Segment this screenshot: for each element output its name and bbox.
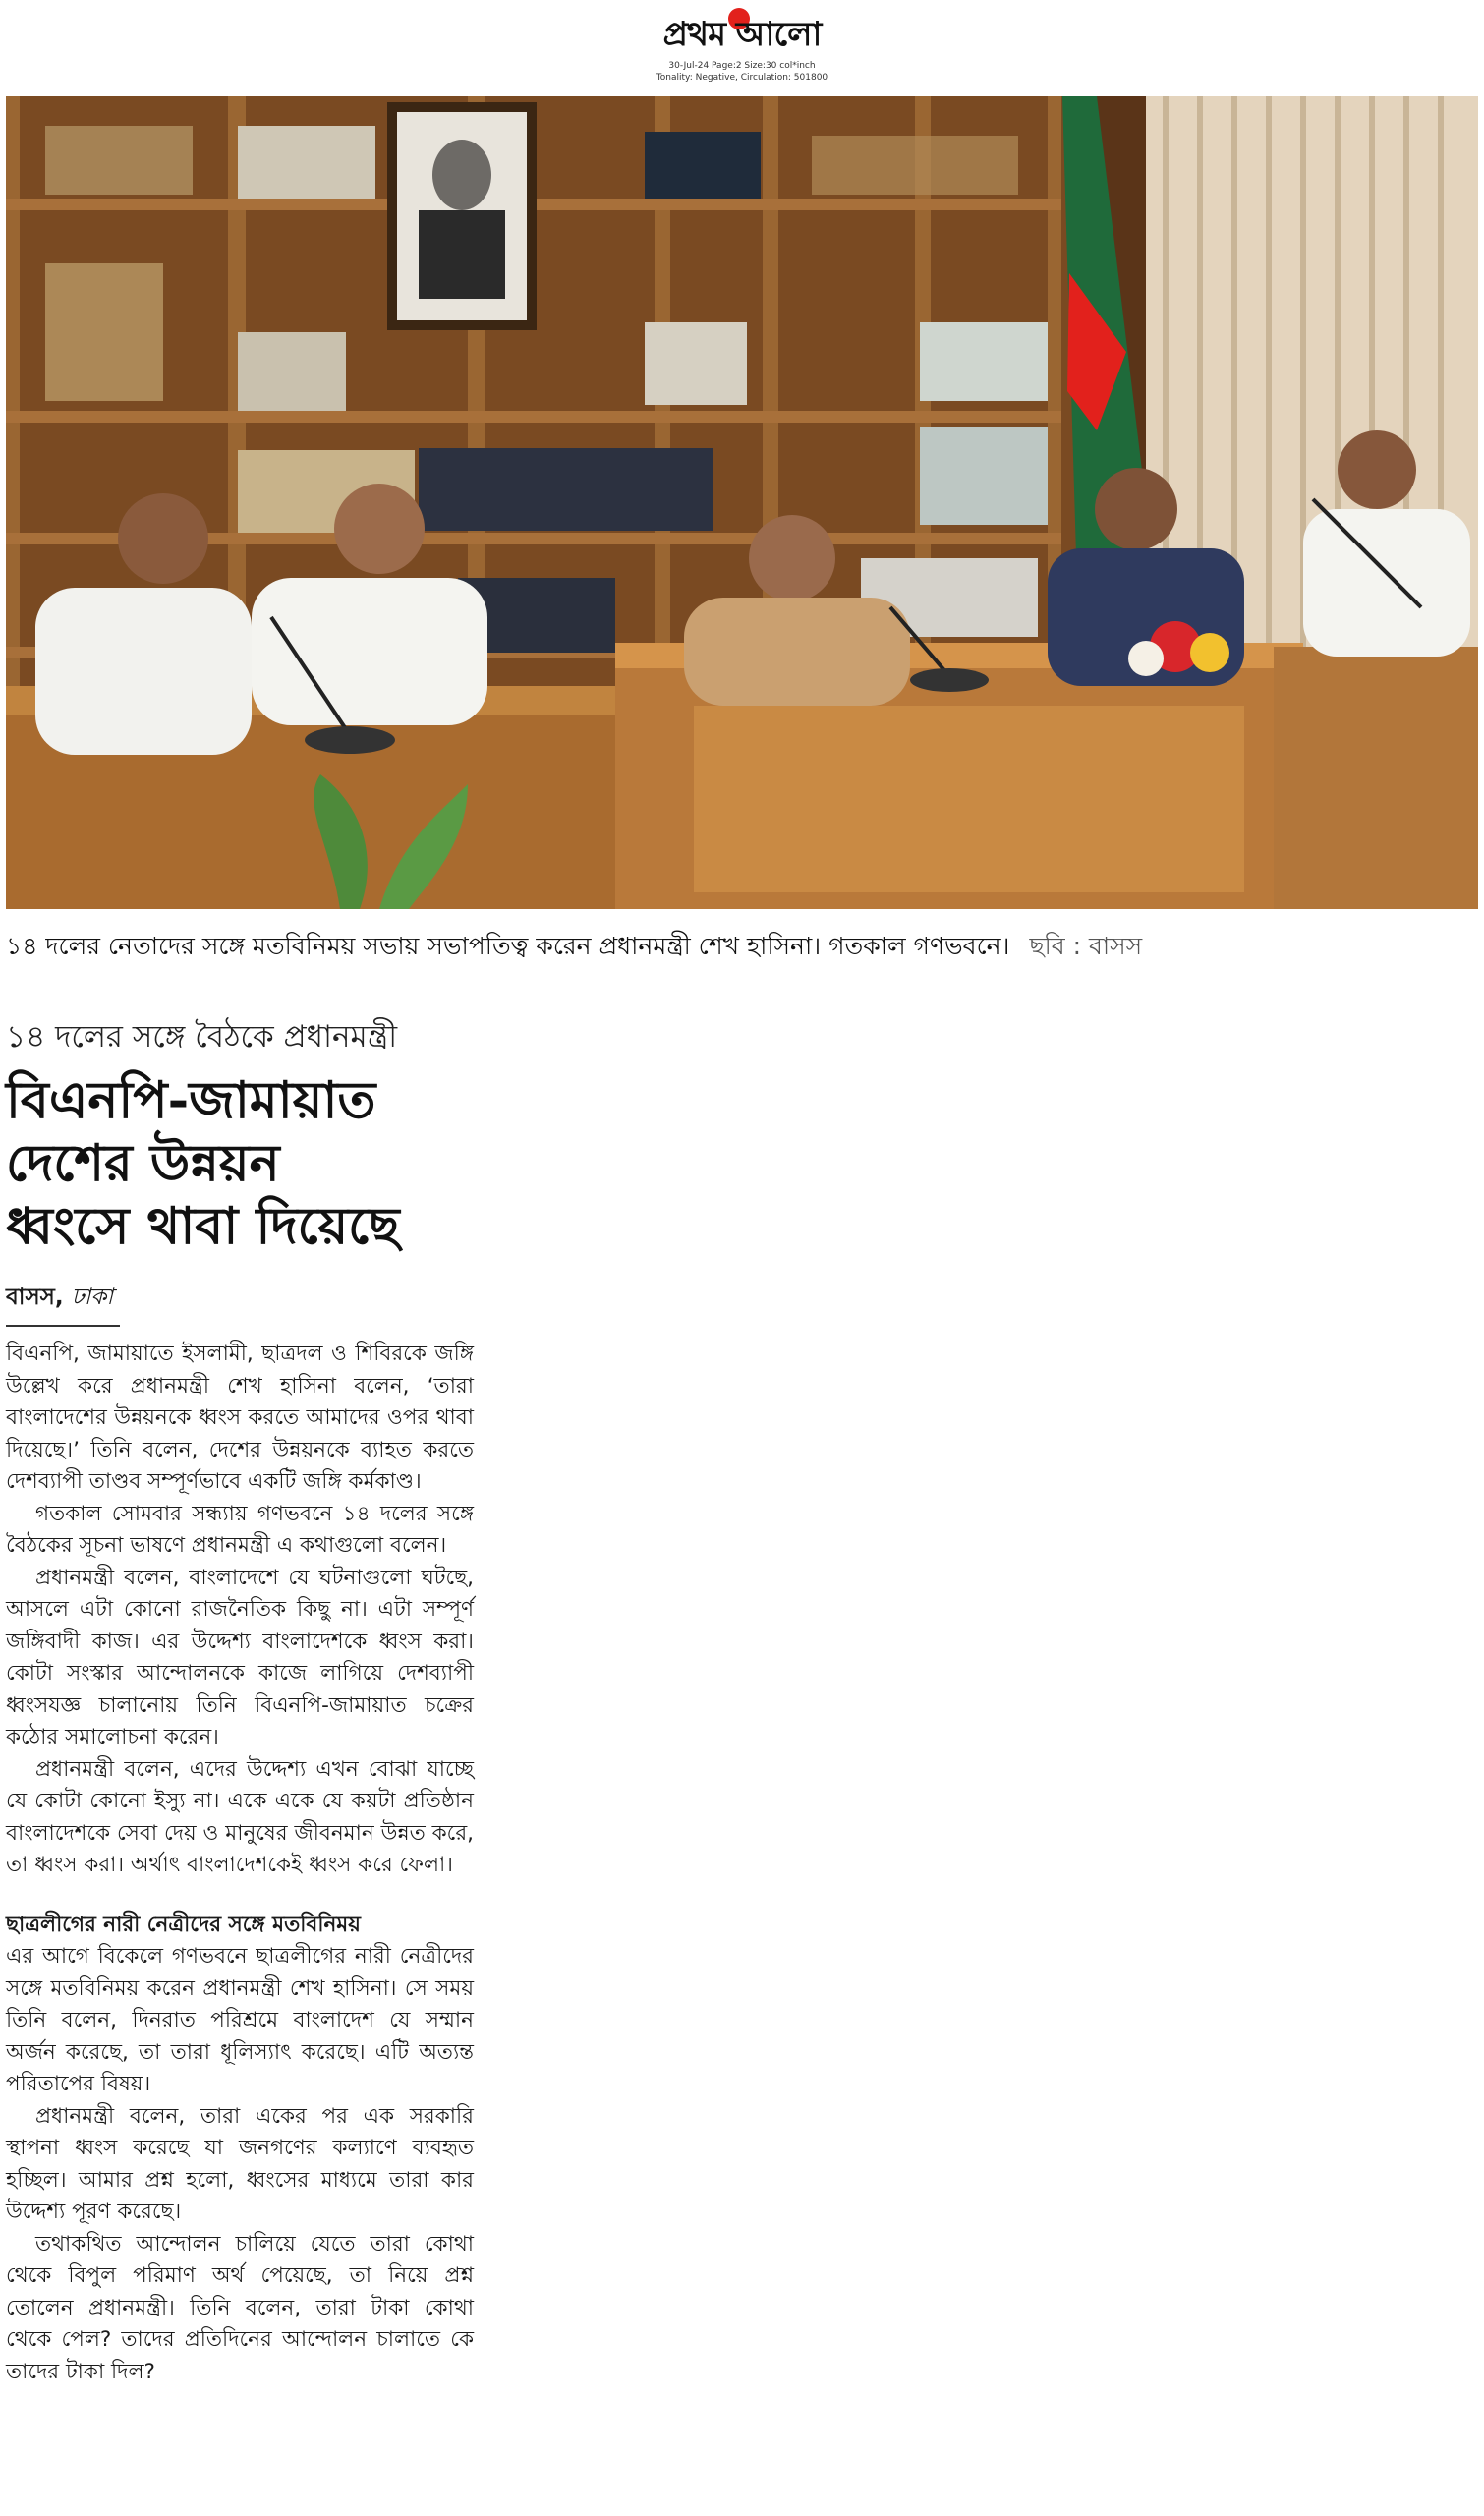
paragraph: এর আগে বিকেলে গণভবনে ছাত্রলীগের নারী নেত্রীদের সঙ্গে মতবিনিময় করেন প্রধানমন্ত্রী শেখ হাসিনা। সে সময় তিনি বলেন, দিনরাত পরিশ্রমে বাংলাদেশ যে সম্মান অর্জন করেছে, তা তারা ধূলিস্যাৎ করেছে। এটি অত্যন্ত পরিতাপের বিষয়। xyxy=(6,1944,474,2096)
paragraph: গতকাল সোমবার সন্ধ্যায় গণভবনে ১৪ দলের সঙ্গে বৈঠকের সূচনা ভাষণে প্রধানমন্ত্রী এ কথাগুলো বলেন। xyxy=(6,1501,474,1558)
meeting-photo-icon xyxy=(6,96,1478,909)
byline-divider xyxy=(6,1325,120,1327)
headline-line-1: বিএনপি-জামায়াত xyxy=(6,1070,376,1130)
caption-text: ১৪ দলের নেতাদের সঙ্গে মতবিনিময় সভায় সভাপতিত্ব করেন প্রধানমন্ত্রী শেখ হাসিনা। গতকাল গণভবনে। xyxy=(6,932,1010,960)
headline-line-3: ধ্বংসে থাবা দিয়েছে xyxy=(6,1196,400,1256)
headline-line-2: দেশের উন্নয়ন xyxy=(6,1133,280,1193)
article-subhead: ছাত্রলীগের নারী নেত্রীদের সঙ্গে মতবিনিময় xyxy=(6,1912,361,1937)
clipping-meta-line2: Tonality: Negative, Circulation: 501800 xyxy=(656,73,828,83)
masthead xyxy=(0,0,1484,90)
paragraph: প্রধানমন্ত্রী বলেন, এদের উদ্দেশ্য এখন বোঝা যাচ্ছে যে কোটা কোনো ইস্যু না। একে একে যে কয়টা প্রতিষ্ঠান বাংলাদেশকে সেবা দেয় ও মানুষের জীবনমান উন্নত করে, তা ধ্বংস করা। অর্থাৎ বাংলাদেশকেই ধ্বংস করে ফেলা। xyxy=(6,1756,474,1877)
paragraph: প্রধানমন্ত্রী বলেন, বাংলাদেশে যে ঘটনাগুলো ঘটছে, আসলে এটা কোনো রাজনৈতিক কিছু না। এটা সম্পূর্ণ জঙ্গিবাদী কাজ। এর উদ্দেশ্য বাংলাদেশকে ধ্বংস করা। কোটা সংস্কার আন্দোলনকে কাজে লাগিয়ে দেশব্যাপী ধ্বংসযজ্ঞ চালানোয় তিনি বিএনপি-জামায়াত চক্রের কঠোর সমালোচনা করেন। xyxy=(6,1565,474,1749)
article-headline xyxy=(6,1069,713,1258)
article-kicker: ১৪ দলের সঙ্গে বৈঠকে প্রধানমন্ত্রী xyxy=(6,1019,398,1055)
paragraph: প্রধানমন্ত্রী বলেন, তারা একের পর এক সরকারি স্থাপনা ধ্বংস করেছে যা জনগণের কল্যাণে ব্যবহৃত হচ্ছিল। আমার প্রশ্ন হলো, ধ্বংসের মাধ্যমে তারা কার উদ্দেশ্য পূরণ করেছে। xyxy=(6,2103,474,2224)
newspaper-logo: প্রথম আলো xyxy=(662,15,822,54)
byline-place: ঢাকা xyxy=(71,1285,114,1310)
article-body xyxy=(6,1339,474,2388)
clipping-meta-line1: 30-Jul-24 Page:2 Size:30 col*inch xyxy=(668,61,816,71)
photo-credit: ছবি : বাসস xyxy=(1029,932,1143,960)
byline-agency: বাসস, xyxy=(6,1285,64,1310)
paragraph: বিএনপি, জামায়াতে ইসলামী, ছাত্রদল ও শিবিরকে জঙ্গি উল্লেখ করে প্রধানমন্ত্রী শেখ হাসিনা বলেন, ‘তারা বাংলাদেশের উন্নয়নকে ধ্বংস করতে আমাদের ওপর থাবা দিয়েছে।’ তিনি বলেন, দেশের উন্নয়নকে ব্যাহত করতে দেশব্যাপী তাণ্ডব সম্পূর্ণভাবে একটি জঙ্গি কর্মকাণ্ড। xyxy=(6,1342,474,1494)
photo-caption xyxy=(6,930,1478,963)
paragraph: তথাকথিত আন্দোলন চালিয়ে যেতে তারা কোথা থেকে বিপুল পরিমাণ অর্থ পেয়েছে, তা নিয়ে প্রশ্ন তোলেন প্রধানমন্ত্রী। তিনি বলেন, তারা টাকা কোথা থেকে পেল? তাদের প্রতিদিনের আন্দোলন চালাতে কে তাদের টাকা দিল? xyxy=(6,2231,474,2384)
article-byline xyxy=(6,1282,113,1313)
meeting-photo xyxy=(6,96,1478,909)
